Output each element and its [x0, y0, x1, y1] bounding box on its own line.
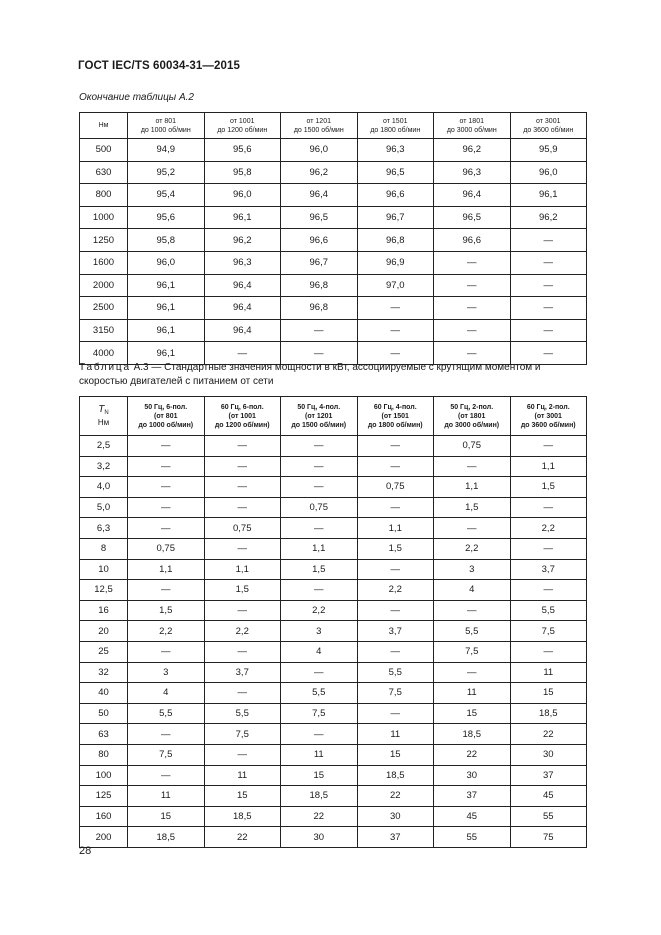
table-cell: 96,5: [281, 206, 358, 229]
table-cell: —: [128, 518, 205, 539]
table2-body: [80, 436, 587, 848]
table-cell: 30: [510, 744, 587, 765]
table-cell: 3,7: [204, 662, 281, 683]
table-cell: 7,5: [510, 621, 587, 642]
table-cell: —: [128, 724, 205, 745]
row-label-cell: 4000: [80, 342, 128, 365]
table-cell: —: [510, 297, 587, 320]
row-label-cell: 100: [80, 765, 128, 786]
table-cell: 11: [204, 765, 281, 786]
table1-caption: Окончание таблицы А.2: [79, 92, 194, 103]
table-cell: 5,5: [281, 683, 358, 704]
table-cell: 96,2: [510, 206, 587, 229]
table-cell: 96,4: [204, 274, 281, 297]
table-cell: 75: [510, 827, 587, 848]
table-cell: 18,5: [204, 806, 281, 827]
table-row: [80, 621, 587, 642]
row-label-cell: 4,0: [80, 477, 128, 498]
table-cell: —: [434, 518, 511, 539]
table-cell: —: [281, 456, 358, 477]
table-cell: 7,5: [128, 744, 205, 765]
row-label-cell: 10: [80, 559, 128, 580]
table-cell: 96,6: [357, 184, 434, 207]
row-label-cell: 1250: [80, 229, 128, 252]
table-cell: 1,5: [281, 559, 358, 580]
table-cell: 96,9: [357, 251, 434, 274]
table-cell: 96,1: [128, 297, 205, 320]
table-cell: —: [434, 319, 511, 342]
table-cell: —: [510, 229, 587, 252]
table-cell: 7,5: [357, 683, 434, 704]
table-cell: 15: [204, 786, 281, 807]
table-cell: 95,6: [204, 139, 281, 162]
table-row: [80, 139, 587, 162]
table2-col-header: 50 Гц, 2-пол. (от 1801 до 3000 об/мин): [434, 397, 511, 436]
row-label-cell: 200: [80, 827, 128, 848]
table-cell: —: [204, 436, 281, 457]
table-cell: —: [281, 342, 358, 365]
table-cell: —: [204, 683, 281, 704]
table-cell: —: [281, 724, 358, 745]
table-cell: —: [357, 456, 434, 477]
table-cell: —: [204, 456, 281, 477]
table2-col-header: 60 Гц, 2-пол. (от 3001 до 3600 об/мин): [510, 397, 587, 436]
table-cell: 96,0: [128, 251, 205, 274]
table-cell: 95,2: [128, 161, 205, 184]
table2-col-header: 50 Гц, 4-пол. (от 1201 до 1500 об/мин): [281, 397, 358, 436]
table-row: [80, 662, 587, 683]
table-cell: 4: [128, 683, 205, 704]
table-cell: 95,9: [510, 139, 587, 162]
table-cell: 0,75: [357, 477, 434, 498]
table-cell: 18,5: [510, 703, 587, 724]
table-row: [80, 538, 587, 559]
table-cell: 96,3: [434, 161, 511, 184]
table-row: [80, 229, 587, 252]
table-row: [80, 251, 587, 274]
table-cell: 0,75: [204, 518, 281, 539]
table-row: [80, 827, 587, 848]
table-cell: —: [128, 641, 205, 662]
table-cell: 3,7: [357, 621, 434, 642]
table-cell: 96,4: [434, 184, 511, 207]
row-label-cell: 16: [80, 600, 128, 621]
row-label-cell: 3,2: [80, 456, 128, 477]
table-cell: 37: [510, 765, 587, 786]
table-cell: —: [434, 297, 511, 320]
table-cell: 37: [434, 786, 511, 807]
table-cell: 96,3: [357, 139, 434, 162]
table-row: [80, 641, 587, 662]
row-label-cell: 160: [80, 806, 128, 827]
table2-col-header: 60 Гц, 6-пол. (от 1001 до 1200 об/мин): [204, 397, 281, 436]
row-label-cell: 630: [80, 161, 128, 184]
row-label-cell: 2500: [80, 297, 128, 320]
table-cell: 55: [510, 806, 587, 827]
table-cell: —: [128, 477, 205, 498]
table-cell: —: [281, 477, 358, 498]
table-cell: —: [128, 436, 205, 457]
table-cell: —: [510, 641, 587, 662]
table-row: [80, 477, 587, 498]
table-cell: 22: [510, 724, 587, 745]
table-cell: —: [281, 518, 358, 539]
table-cell: 15: [510, 683, 587, 704]
table-cell: 96,4: [204, 297, 281, 320]
table-cell: 18,5: [357, 765, 434, 786]
table-cell: 2,2: [510, 518, 587, 539]
table-cell: —: [357, 319, 434, 342]
table-cell: 3: [281, 621, 358, 642]
table-row: [80, 436, 587, 457]
table-cell: 96,3: [204, 251, 281, 274]
table-cell: 96,8: [281, 274, 358, 297]
table-cell: 96,8: [281, 297, 358, 320]
table-cell: 0,75: [281, 497, 358, 518]
table-cell: —: [510, 274, 587, 297]
table-cell: 96,0: [510, 161, 587, 184]
table-cell: 7,5: [204, 724, 281, 745]
row-label-cell: 80: [80, 744, 128, 765]
table-cell: 2,2: [204, 621, 281, 642]
table-cell: 5,5: [204, 703, 281, 724]
row-label-cell: 500: [80, 139, 128, 162]
table-cell: 96,2: [281, 161, 358, 184]
row-label-cell: 125: [80, 786, 128, 807]
table-cell: 2,2: [357, 580, 434, 601]
table-cell: —: [281, 580, 358, 601]
table1-col-header: от 1201 до 1500 об/мин: [281, 113, 358, 139]
table-cell: 45: [510, 786, 587, 807]
table-cell: —: [281, 662, 358, 683]
table-row: [80, 184, 587, 207]
row-label-cell: 63: [80, 724, 128, 745]
row-label-cell: 5,0: [80, 497, 128, 518]
table-cell: 1,5: [128, 600, 205, 621]
table1-header-row: [80, 113, 587, 139]
table1-body: [80, 139, 587, 365]
table-row: [80, 683, 587, 704]
table-cell: 96,4: [204, 319, 281, 342]
table-cell: 2,2: [281, 600, 358, 621]
table-cell: 96,5: [357, 161, 434, 184]
table-cell: —: [357, 436, 434, 457]
table-row: [80, 161, 587, 184]
table-cell: 15: [434, 703, 511, 724]
table-cell: 30: [434, 765, 511, 786]
table-cell: —: [510, 342, 587, 365]
row-label-cell: 3150: [80, 319, 128, 342]
table-cell: —: [357, 559, 434, 580]
table-row: [80, 580, 587, 601]
row-label-cell: 25: [80, 641, 128, 662]
table-cell: 3: [128, 662, 205, 683]
row-label-cell: 1600: [80, 251, 128, 274]
table-cell: 1,1: [357, 518, 434, 539]
table-row: [80, 600, 587, 621]
table-cell: 55: [434, 827, 511, 848]
table-cell: 4: [281, 641, 358, 662]
row-label-cell: 50: [80, 703, 128, 724]
table-cell: 96,1: [128, 274, 205, 297]
table-cell: 15: [128, 806, 205, 827]
row-label-cell: 6,3: [80, 518, 128, 539]
table-cell: —: [510, 319, 587, 342]
table-row: [80, 744, 587, 765]
table-row: [80, 456, 587, 477]
table-cell: 96,2: [204, 229, 281, 252]
table-row: [80, 559, 587, 580]
row-label-cell: 8: [80, 538, 128, 559]
table-cell: 0,75: [434, 436, 511, 457]
table-cell: 95,6: [128, 206, 205, 229]
table-cell: 18,5: [128, 827, 205, 848]
table-cell: 15: [281, 765, 358, 786]
table-cell: —: [204, 538, 281, 559]
table-cell: —: [434, 662, 511, 683]
table-a3: [79, 396, 587, 848]
table-cell: —: [510, 580, 587, 601]
table-cell: 18,5: [281, 786, 358, 807]
table-cell: 3,7: [510, 559, 587, 580]
table-cell: —: [281, 319, 358, 342]
table2-col-header: 50 Гц, 6-пол. (от 801 до 1000 об/мин): [128, 397, 205, 436]
table-cell: 22: [434, 744, 511, 765]
table-cell: —: [204, 641, 281, 662]
table-cell: —: [128, 580, 205, 601]
table1-col-header: от 801 до 1000 об/мин: [128, 113, 205, 139]
table-cell: —: [128, 765, 205, 786]
table-row: [80, 786, 587, 807]
table-cell: —: [357, 641, 434, 662]
row-label-cell: 32: [80, 662, 128, 683]
row-label-cell: 1000: [80, 206, 128, 229]
table-cell: 15: [357, 744, 434, 765]
table-cell: 45: [434, 806, 511, 827]
table1-col-header: от 1001 до 1200 об/мин: [204, 113, 281, 139]
table-row: [80, 806, 587, 827]
table-cell: 7,5: [281, 703, 358, 724]
table-cell: 37: [357, 827, 434, 848]
table-cell: 95,8: [128, 229, 205, 252]
table-row: [80, 765, 587, 786]
table-cell: —: [204, 477, 281, 498]
row-label-cell: 2,5: [80, 436, 128, 457]
table-cell: 96,7: [281, 251, 358, 274]
table-cell: 3: [434, 559, 511, 580]
table-cell: 95,8: [204, 161, 281, 184]
table-cell: 18,5: [434, 724, 511, 745]
table-cell: 22: [204, 827, 281, 848]
table-cell: —: [357, 297, 434, 320]
table-cell: 96,1: [204, 206, 281, 229]
table-cell: 11: [281, 744, 358, 765]
table-cell: 96,8: [357, 229, 434, 252]
table1-corner: Нм: [80, 113, 128, 139]
table-row: [80, 724, 587, 745]
table-cell: 96,6: [281, 229, 358, 252]
table-cell: 30: [357, 806, 434, 827]
table-cell: —: [204, 342, 281, 365]
table1-col-header: от 1801 до 3000 об/мин: [434, 113, 511, 139]
table-cell: 1,5: [357, 538, 434, 559]
table-cell: 0,75: [128, 538, 205, 559]
table-cell: 1,1: [281, 538, 358, 559]
table-row: [80, 703, 587, 724]
table-cell: 30: [281, 827, 358, 848]
table-cell: —: [510, 538, 587, 559]
table-cell: 96,2: [434, 139, 511, 162]
table2-corner: $T_N$ Нм: [80, 397, 128, 436]
page-number: 28: [79, 845, 92, 857]
table-cell: 4: [434, 580, 511, 601]
table-cell: 96,0: [281, 139, 358, 162]
table-cell: 96,1: [128, 342, 205, 365]
table-cell: —: [434, 274, 511, 297]
table-row: [80, 297, 587, 320]
table-cell: 1,1: [434, 477, 511, 498]
table-cell: 95,4: [128, 184, 205, 207]
table-cell: —: [357, 600, 434, 621]
table2-caption: Таблица А.3 — Стандартные значения мощности в кВт, ассоциируемые с крутящим моментом и скоростью двигателей с питанием от сети: [79, 362, 541, 387]
table-cell: —: [281, 436, 358, 457]
table-cell: —: [434, 600, 511, 621]
table-cell: —: [510, 436, 587, 457]
table-cell: 1,5: [434, 497, 511, 518]
table-cell: —: [510, 497, 587, 518]
table-cell: 2,2: [434, 538, 511, 559]
table-cell: 96,0: [204, 184, 281, 207]
row-label-cell: 800: [80, 184, 128, 207]
table-cell: 96,1: [510, 184, 587, 207]
table-cell: 96,1: [128, 319, 205, 342]
row-label-cell: 2000: [80, 274, 128, 297]
table-row: [80, 497, 587, 518]
table-row: [80, 274, 587, 297]
table-cell: 1,5: [510, 477, 587, 498]
table-cell: 5,5: [357, 662, 434, 683]
table-cell: 96,6: [434, 229, 511, 252]
table-cell: 11: [510, 662, 587, 683]
table-cell: 22: [281, 806, 358, 827]
document-header: ГОСТ IEC/TS 60034-31—2015: [78, 60, 240, 72]
table-row: [80, 518, 587, 539]
table-cell: —: [128, 497, 205, 518]
table-cell: 11: [128, 786, 205, 807]
table1-col-header: от 1501 до 1800 об/мин: [357, 113, 434, 139]
table-cell: 96,4: [281, 184, 358, 207]
table1-col-header: от 3001 до 3600 об/мин: [510, 113, 587, 139]
table2-header-row: [80, 397, 587, 436]
table-cell: —: [434, 251, 511, 274]
table-cell: 5,5: [434, 621, 511, 642]
table-cell: 22: [357, 786, 434, 807]
table-cell: —: [204, 600, 281, 621]
table-cell: —: [204, 497, 281, 518]
table-cell: 96,5: [434, 206, 511, 229]
table-cell: 11: [357, 724, 434, 745]
table-cell: 1,5: [204, 580, 281, 601]
table-cell: 94,9: [128, 139, 205, 162]
table-a2-continuation: [79, 112, 587, 365]
table-cell: —: [434, 342, 511, 365]
table-cell: 7,5: [434, 641, 511, 662]
table-cell: 2,2: [128, 621, 205, 642]
table2-col-header: 60 Гц, 4-пол. (от 1501 до 1800 об/мин): [357, 397, 434, 436]
table-cell: —: [357, 497, 434, 518]
row-label-cell: 20: [80, 621, 128, 642]
table-cell: —: [357, 703, 434, 724]
table-cell: —: [510, 251, 587, 274]
table-row: [80, 206, 587, 229]
table-cell: —: [434, 456, 511, 477]
table-cell: 1,1: [510, 456, 587, 477]
table-cell: 11: [434, 683, 511, 704]
table-cell: 5,5: [510, 600, 587, 621]
table-row: [80, 319, 587, 342]
table-cell: —: [357, 342, 434, 365]
table-cell: 1,1: [204, 559, 281, 580]
table-cell: 97,0: [357, 274, 434, 297]
table-cell: 5,5: [128, 703, 205, 724]
table-cell: —: [128, 456, 205, 477]
table-cell: 96,7: [357, 206, 434, 229]
table-cell: —: [204, 744, 281, 765]
table-cell: 1,1: [128, 559, 205, 580]
row-label-cell: 40: [80, 683, 128, 704]
row-label-cell: 12,5: [80, 580, 128, 601]
